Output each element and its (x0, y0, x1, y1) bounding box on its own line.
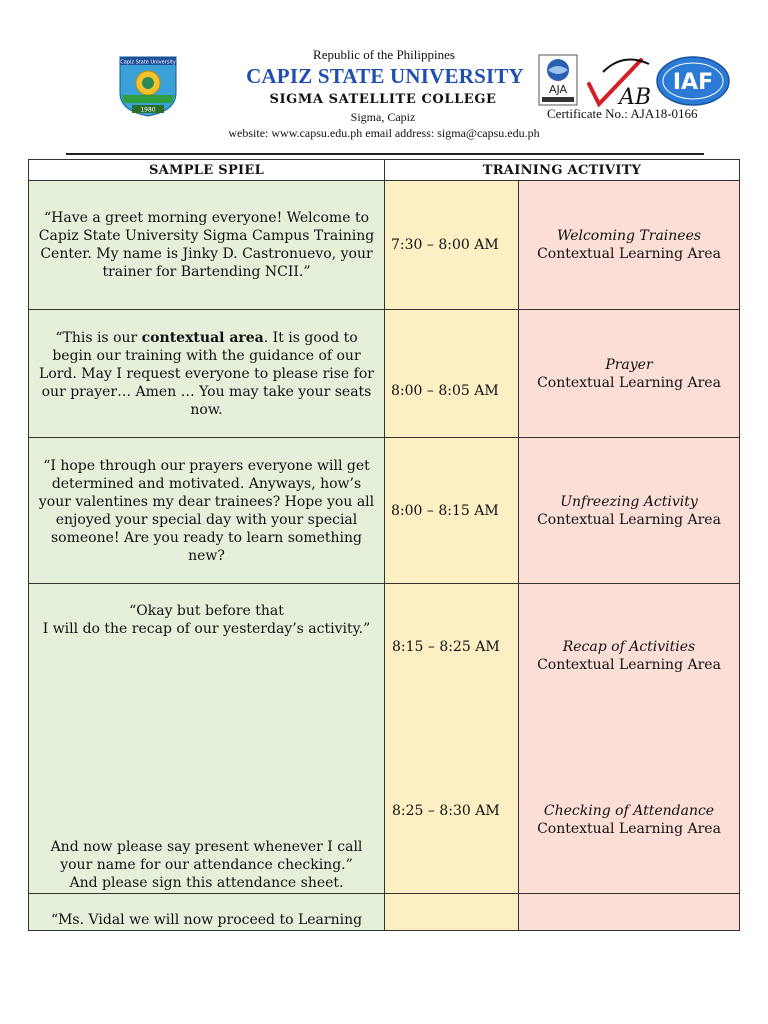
spiel-bottom (35, 838, 378, 892)
activity-area: Contextual Learning Area (537, 246, 721, 262)
spiel-text: “This is our (55, 329, 142, 346)
table-header-row (29, 160, 740, 181)
spiel-line: And now please say present whenever I call your name for our attendance checking.” (50, 839, 363, 873)
spiel-cell: “Ms. Vidal we will now proceed to Learning (29, 894, 385, 931)
college-location: Sigma, Capiz (350, 110, 416, 124)
certificate-number: Certificate No.: AJA18-0166 (547, 106, 698, 121)
republic-line: Republic of the Philippines (313, 47, 455, 62)
university-name: CAPIZ STATE UNIVERSITY (246, 64, 524, 88)
contact-line: website: www.capsu.edu.ph email address: sigma@capsu.edu.ph (228, 126, 540, 140)
spiel-top (35, 602, 378, 638)
document-header (0, 0, 768, 160)
time-cell: 8:00 – 8:15 AM (385, 438, 519, 584)
time-entry: 8:15 – 8:25 AM (392, 639, 500, 655)
aja-label: AJA (548, 83, 568, 96)
header-sample-spiel: SAMPLE SPIEL (29, 160, 385, 181)
activity-cell (519, 181, 740, 310)
training-schedule-table (28, 159, 740, 931)
table-row (29, 438, 740, 584)
activity-entry (519, 638, 739, 674)
uab-label: AB (619, 85, 652, 108)
iaf-label: IAF (672, 70, 714, 95)
activity-title: Unfreezing Activity (560, 493, 698, 510)
spiel-line: I will do the recap of our yesterday’s activity.” (42, 621, 371, 637)
time-cell: 7:30 – 8:00 AM (385, 181, 519, 310)
uab-accreditation-logo (583, 54, 653, 108)
activity-title: Checking of Attendance (543, 803, 715, 819)
header-training-activity: TRAINING ACTIVITY (385, 160, 740, 181)
time-cell (385, 894, 519, 931)
spiel-text: . It is good to begin our training with the guidance of our Lord. May I request everyone to please rise for our prayer… Amen … You may take your seats now. (39, 329, 374, 418)
activity-title: Recap of Activities (562, 639, 696, 655)
spiel-cell (29, 584, 385, 894)
activity-area: Contextual Learning Area (537, 657, 721, 673)
activity-area: Contextual Learning Area (537, 511, 721, 528)
activity-title: Prayer (605, 356, 653, 373)
spiel-cell: “I hope through our prayers everyone will get determined and motivated. Anyways, how’s your valentines my dear trainees? Hope you all enjoyed your special day with your special someone! Are you ready to learn something new? (29, 438, 385, 584)
activity-area: Contextual Learning Area (537, 374, 721, 391)
activity-cell (519, 438, 740, 584)
table-row (29, 584, 740, 894)
iaf-logo (655, 55, 731, 107)
aja-certification-logo (538, 54, 578, 106)
header-divider (66, 153, 704, 155)
table-row (29, 894, 740, 931)
spiel-cell (29, 310, 385, 438)
capsu-logo-text: Capiz State University (120, 59, 176, 66)
activity-cell (519, 310, 740, 438)
activity-title: Welcoming Trainees (556, 228, 702, 244)
capsu-logo-year: 1980 (140, 106, 156, 114)
spiel-line: “Okay but before that (129, 603, 284, 619)
spiel-bold-text: contextual area (141, 329, 264, 346)
time-entry: 8:25 – 8:30 AM (392, 803, 500, 819)
activity-cell (519, 584, 740, 894)
time-cell: 8:00 – 8:05 AM (385, 310, 519, 438)
activity-cell (519, 894, 740, 931)
time-cell (385, 584, 519, 894)
table-row (29, 181, 740, 310)
college-name: SIGMA SATELLITE COLLEGE (269, 92, 497, 107)
activity-entry (519, 802, 739, 838)
table-row (29, 310, 740, 438)
spiel-line: And please sign this attendance sheet. (69, 875, 344, 891)
activity-area: Contextual Learning Area (537, 821, 721, 837)
spiel-cell: “Have a greet morning everyone! Welcome to Capiz State University Sigma Campus Training Center. My name is Jinky D. Castronuevo, your trainer for Bartending NCII.” (29, 181, 385, 310)
